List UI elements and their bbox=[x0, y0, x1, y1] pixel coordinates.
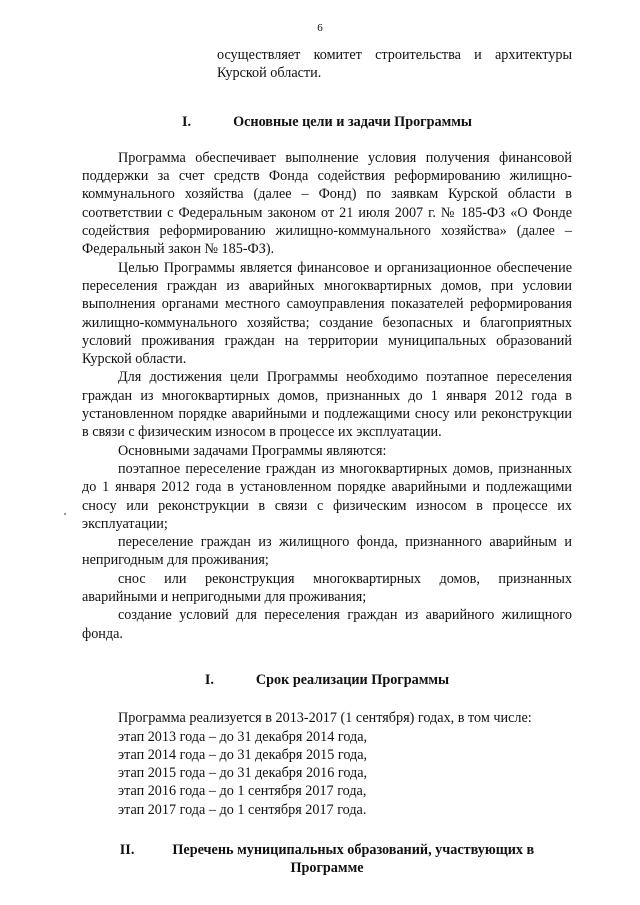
lead-block bbox=[82, 46, 572, 83]
section2-heading bbox=[82, 671, 572, 689]
task-item-4: создание условий для переселения граждан из аварийного жилищного фонда. bbox=[82, 607, 572, 642]
lead-paragraph: осуществляет комитет строительства и архитектуры Курской области. bbox=[217, 47, 572, 82]
section2-number: I. bbox=[204, 671, 214, 688]
section3-number: II. bbox=[119, 841, 135, 858]
section2-title: Срок реализации Программы bbox=[255, 671, 450, 688]
task-item-1: поэтапное переселение граждан из многоквартирных домов, признанных до 1 января 2012 года в установленном порядке аварийными и подлежащими сносу или реконструкции в связи с физическим износом в процессе их эксплуатации; bbox=[82, 460, 572, 532]
page-number: 6 bbox=[317, 22, 323, 34]
section1-heading bbox=[82, 113, 572, 131]
section1-title: Основные цели и задачи Программы bbox=[233, 113, 473, 130]
section3-heading bbox=[82, 841, 572, 878]
section1-paragraph-3: Для достижения цели Программы необходимо поэтапное переселения граждан из многоквартирных домов, признанных до 1 января 2012 года в установленном порядке аварийными и подлежащими сносу или реконструкции в связи с физическим износом в процессе их эксплуатации. bbox=[82, 369, 572, 441]
task-item-3: снос или реконструкция многоквартирных домов, признанных аварийными и непригодными для проживания; bbox=[82, 570, 572, 606]
section1-number: I. bbox=[181, 113, 192, 130]
task-item-2: переселение граждан из жилищного фонда, признанного аварийным и непригодным для проживания; bbox=[82, 534, 572, 569]
document-body bbox=[82, 46, 572, 878]
section1-paragraph-2: Целью Программы является финансовое и организационное обеспечение переселения граждан из аварийных многоквартирных домов, при условии выполнения органами местного самоуправления показателей реформирования жилищно-коммунального хозяйства; создание безопасных и благоприятных условий проживания граждан на территории муниципальных образований Курской области. bbox=[82, 259, 572, 368]
term-intro: Программа реализуется в 2013-2017 (1 сентября) годах, в том числе: bbox=[118, 710, 532, 727]
term-stage-4: этап 2016 года – до 1 сентября 2017 года, bbox=[118, 783, 367, 800]
term-stage-3: этап 2015 года – до 31 декабря 2016 года, bbox=[118, 765, 368, 782]
section3-title-line2: Программе bbox=[290, 860, 364, 877]
term-stage-1: этап 2013 года – до 31 декабря 2014 года, bbox=[118, 728, 368, 745]
section3-title-line1: Перечень муниципальных образований, участвующих в bbox=[172, 841, 535, 858]
scan-speck bbox=[64, 513, 66, 515]
term-stage-5: этап 2017 года – до 1 сентября 2017 года. bbox=[118, 801, 367, 818]
term-list bbox=[82, 709, 572, 819]
section1-paragraph-4: Основными задачами Программы являются: bbox=[118, 442, 387, 459]
term-stage-2: этап 2014 года – до 31 декабря 2015 года, bbox=[118, 746, 368, 763]
section1-paragraph-1: Программа обеспечивает выполнение условия получения финансовой поддержки за счет средств Фонда содействия реформированию жилищно-коммунального хозяйства (далее – Фонд) по заявкам Курской области в соответствии с Федеральным законом от 21 июля 2007 г. № 185-ФЗ «О Фонде содействия реформированию жилищно-коммунального хозяйства» (далее – Федеральный закон № 185-ФЗ). bbox=[82, 149, 572, 258]
